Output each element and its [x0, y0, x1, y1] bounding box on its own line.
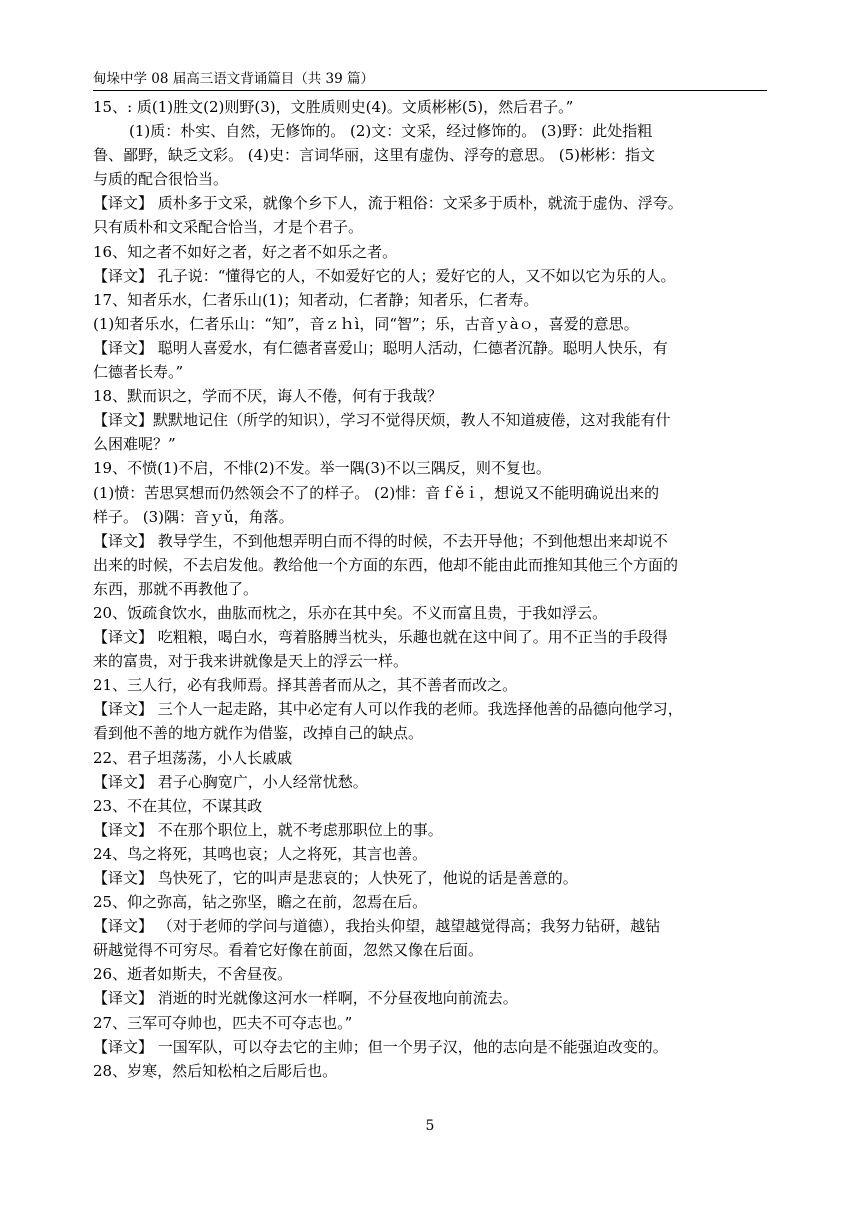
translation-line: 【译文】 （对于老师的学问与道德），我抬头仰望，越望越觉得高；我努力钻研，越钻 — [93, 917, 661, 936]
translation-line: 【译文】 质朴多于文采，就像个乡下人，流于粗俗：文采多于质朴，就流于虚伪、浮夸。 — [93, 194, 683, 213]
translation-line: 来的富贵，对于我来讲就像是天上的浮云一样。 — [93, 652, 409, 671]
translation-line: 仁德者长寿。” — [93, 363, 184, 382]
text-line: 25、仰之弥高，钻之弥坚，瞻之在前，忽焉在后。 — [93, 893, 428, 912]
page-number: 5 — [425, 1118, 435, 1134]
note-line: 与质的配合很恰当。 — [93, 170, 229, 189]
text-line: 18、默而识之，学而不厌，诲人不倦，何有于我哉？ — [93, 387, 443, 406]
note-line: 样子。 (3)隅：音ｙǔ，角落。 — [93, 507, 294, 526]
translation-line: 【译文】 不在那个职位上，就不考虑那职位上的事。 — [93, 820, 443, 839]
note-line: (1)知者乐水，仁者乐山：“知”，音ｚｈì，同“智”；乐，古音ｙàｏ，喜爱的意思。 — [93, 314, 639, 333]
text-line: 15、: 质(1)胜文(2)则野(3)，文胜质则史(4)。文质彬彬(5)，然后君子。” — [93, 98, 574, 116]
document-body — [93, 95, 767, 1083]
note-line: (1)质：朴实、自然，无修饰的。 (2)文：文采，经过修饰的。 (3)野：此处指粗 — [129, 122, 653, 141]
translation-line: 【译文】 三个人一起走路，其中必定有人可以作我的老师。我选择他善的品德向他学习， — [93, 700, 683, 719]
translation-line: 【译文】 聪明人喜爱水，有仁德者喜爱山；聪明人活动，仁德者沉静。聪明人快乐，有 — [93, 338, 668, 357]
translation-line: 【译文】 教导学生，不到他想弄明白而不得的时候，不去开导他；不到他想出来却说不 — [93, 531, 668, 550]
text-line: 17、知者乐水，仁者乐山(1)；知者动，仁者静；知者乐，仁者寿。 — [93, 290, 539, 309]
text-line: 16、知之者不如好之者，好之者不如乐之者。 — [93, 242, 398, 261]
translation-line: 东西，那就不再教他了。 — [93, 579, 259, 598]
translation-line: 只有质朴和文采配合恰当，才是个君子。 — [93, 218, 364, 237]
text-line: 21、三人行，必有我师焉。择其善者而从之，其不善者而改之。 — [93, 676, 518, 695]
text-line: 24、鸟之将死，其鸣也哀；人之将死，其言也善。 — [93, 844, 428, 863]
translation-line: 【译文】 鸟快死了，它的叫声是悲哀的；人快死了，他说的话是善意的。 — [93, 869, 578, 887]
text-line: 20、饭疏食饮水，曲肱而枕之，乐亦在其中矣。不义而富且贵，于我如浮云。 — [93, 603, 608, 622]
translation-line: 么困难呢？” — [93, 435, 176, 454]
text-line: 19、不愤(1)不启，不悱(2)不发。举一隅(3)不以三隅反，则不复也。 — [93, 459, 551, 478]
translation-line: 【译文】 一国军队，可以夺去它的主帅；但一个男子汉，他的志向是不能强迫改变的。 — [93, 1037, 668, 1056]
translation-line: 【译文】 君子心胸宽广，小人经常忧愁。 — [93, 772, 368, 791]
text-line: 22、君子坦荡荡，小人长戚戚 — [93, 748, 293, 767]
note-line: 鲁、鄙野，缺乏文彩。 (4)史：言词华丽，这里有虚伪、浮夸的意思。 (5)彬彬：指文 — [93, 146, 656, 165]
translation-line: 出来的时候，不去启发他。教给他一个方面的东西，他却不能由此而推知其他三个方面的 — [93, 555, 679, 574]
text-line: 28、岁寒，然后知松柏之后彫后也。 — [93, 1061, 338, 1080]
text-line: 27、三军可夺帅也，匹夫不可夺志也。” — [93, 1013, 353, 1032]
text-line: 26、逝者如斯夫，不舍昼夜。 — [93, 965, 293, 984]
translation-line: 【译文】默默地记住（所学的知识），学习不觉得厌烦，教人不知道疲倦，这对我能有什 — [93, 411, 671, 430]
header-title: 甸垛中学 08 届高三语文背诵篇目（共 39 篇） — [93, 71, 375, 87]
translation-line: 看到他不善的地方就作为借鉴，改掉自己的缺点。 — [93, 724, 424, 743]
translation-line: 研越觉得不可穷尽。看着它好像在前面，忽然又像在后面。 — [93, 941, 484, 960]
page-header — [93, 70, 767, 91]
text-line: 23、不在其位，不谋其政 — [93, 796, 263, 815]
note-line: (1)愤：苦思冥想而仍然领会不了的样子。 (2)悱：音ｆěｉ，想说又不能明确说出来的 — [93, 483, 660, 502]
translation-line: 【译文】 孔子说：“懂得它的人，不如爱好它的人；爱好它的人，又不如以它为乐的人。 — [93, 266, 676, 285]
translation-line: 【译文】 消逝的时光就像这河水一样啊，不分昼夜地向前流去。 — [93, 989, 518, 1008]
translation-line: 【译文】 吃粗粮，喝白水，弯着胳膊当枕头，乐趣也就在这中间了。用不正当的手段得 — [93, 628, 668, 647]
